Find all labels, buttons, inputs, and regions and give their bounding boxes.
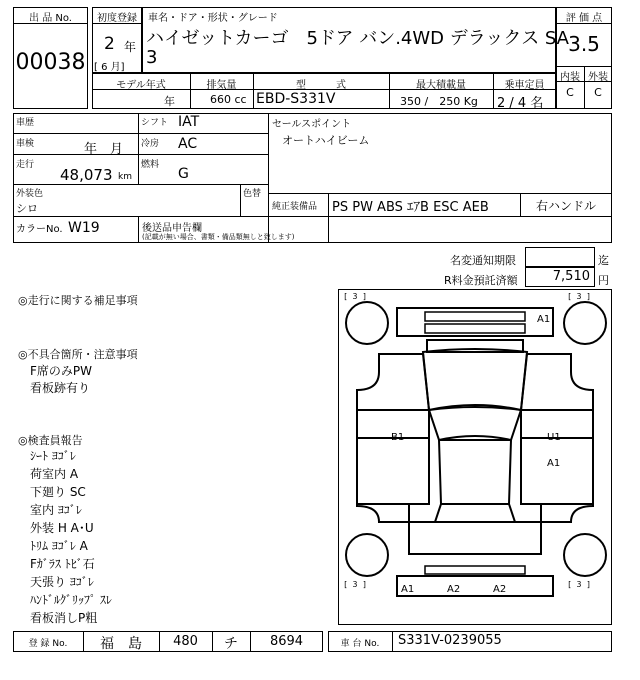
inspector-line: 天張り ﾖｺﾞﾚ bbox=[30, 575, 94, 589]
vehicle-name-line1: ハイゼットカーゴ 5ドア バン.4WD デラックス SA bbox=[146, 28, 570, 49]
registration-kana: チ bbox=[224, 636, 238, 652]
steering-value: 右ハンドル bbox=[535, 199, 596, 213]
type-label: 型 式 bbox=[296, 80, 346, 91]
tire-front-right-icon bbox=[564, 302, 606, 344]
vehicle-name-line2: 3 bbox=[146, 47, 158, 68]
corner-grade-front-left: [ 3 ] bbox=[343, 292, 368, 301]
capacity-label: 乗車定員 bbox=[504, 80, 545, 91]
registration-number: 8694 bbox=[269, 634, 304, 649]
damage-mark-front-bumper: A1 bbox=[537, 314, 551, 325]
registration-label: 登 録 No. bbox=[28, 639, 68, 649]
damage-mark-rear-2: A2 bbox=[447, 584, 461, 595]
interior-label: 内装 bbox=[560, 72, 580, 83]
notice-deadline-unit: 迄 bbox=[598, 254, 609, 267]
history-label: 車歴 bbox=[16, 118, 35, 128]
defect-line: 看板跡有り bbox=[30, 381, 91, 395]
color-change-label: 色替 bbox=[243, 189, 262, 199]
tire-rear-right-icon bbox=[564, 534, 606, 576]
inspector-line: ﾊﾝﾄﾞﾙｸﾞﾘｯﾌﾟ ｽﾚ bbox=[30, 593, 112, 607]
fuel-value: G bbox=[178, 166, 189, 182]
aircon-label: 冷房 bbox=[141, 139, 160, 149]
model-year-label: モデル年式 bbox=[116, 80, 166, 91]
shift-label: シフト bbox=[141, 118, 169, 128]
load-label: 最大積載量 bbox=[416, 80, 466, 91]
inspector-line: 荷室内 A bbox=[30, 467, 79, 481]
shift-value: IAT bbox=[178, 114, 200, 130]
recycle-fee-unit: 円 bbox=[598, 274, 609, 287]
registration-area: 福 島 bbox=[100, 636, 142, 652]
first-registration-year: 2 bbox=[104, 34, 115, 54]
recycle-fee-label: R料金預託済額 bbox=[444, 274, 518, 287]
model-year-unit: 年 bbox=[164, 95, 175, 108]
equipment-value: PS PW ABS ｴｱB ESC AEB bbox=[332, 200, 489, 215]
damage-mark-right-door-1: U1 bbox=[547, 432, 561, 443]
color-no-label: カラーNo. bbox=[16, 224, 63, 235]
sales-point-value: オートハイビーム bbox=[282, 134, 370, 147]
aftermarket-note: (記載が無い場合、書類・備品類無しと致します) bbox=[142, 233, 295, 241]
model-code: EBD-S331V bbox=[256, 91, 336, 107]
defect-line: F席のみPW bbox=[30, 364, 93, 378]
defect-notes-title: ◎不具合箇所・注意事項 bbox=[18, 348, 138, 361]
registration-class: 480 bbox=[173, 634, 198, 649]
mileage-value: 48,073 bbox=[60, 166, 113, 184]
inspector-line: 室内 ﾖｺﾞﾚ bbox=[30, 503, 82, 517]
sales-point-label: セールスポイント bbox=[272, 119, 352, 130]
exterior-color-label: 外装色 bbox=[16, 189, 44, 199]
capacity-value: 2 / 4 名 bbox=[497, 96, 544, 111]
corner-grade-rear-left: [ 3 ] bbox=[343, 580, 368, 589]
lot-number: 00038 bbox=[15, 50, 86, 75]
chassis-label: 車 台 No. bbox=[340, 639, 380, 649]
damage-mark-left-door: B1 bbox=[391, 432, 405, 443]
exterior-grade: C bbox=[594, 86, 602, 99]
driving-notes-title: ◎走行に関する補足事項 bbox=[18, 294, 138, 307]
damage-mark-rear-3: A2 bbox=[493, 584, 507, 595]
inspector-line: 外装 H A･U bbox=[30, 521, 94, 535]
vehicle-name-label: 車名・ドア・形状・グレード bbox=[148, 13, 278, 24]
mileage-unit: km bbox=[118, 172, 132, 182]
inspector-line: ﾄﾘﾑ ﾖｺﾞﾚ A bbox=[30, 539, 88, 553]
damage-diagram bbox=[338, 289, 612, 625]
tire-rear-left-icon bbox=[346, 534, 388, 576]
inspector-line: 下廻り SC bbox=[30, 485, 86, 499]
load-value: 350 / 250 Kg bbox=[400, 95, 478, 108]
car-outline-drawing bbox=[339, 290, 611, 624]
first-registration-month: [ 6 月] bbox=[94, 62, 125, 73]
displacement-value: 660 cc bbox=[210, 93, 247, 106]
color-no-value: W19 bbox=[68, 220, 100, 236]
exterior-color-value: シロ bbox=[16, 202, 38, 215]
notice-deadline-field bbox=[525, 247, 595, 267]
interior-grade: C bbox=[566, 86, 574, 99]
inspection-label: 車検 bbox=[16, 139, 35, 149]
exterior-label: 外装 bbox=[588, 72, 608, 83]
tire-front-left-icon bbox=[346, 302, 388, 344]
inspector-line: Fｶﾞﾗｽ ﾄﾋﾞ石 bbox=[30, 557, 95, 571]
damage-mark-rear-1: A1 bbox=[401, 584, 415, 595]
notice-deadline-label: 名変通知期限 bbox=[450, 254, 516, 267]
corner-grade-front-right: [ 3 ] bbox=[567, 292, 592, 301]
first-registration-year-unit: 年 bbox=[124, 40, 137, 54]
fuel-label: 燃料 bbox=[141, 160, 160, 170]
aircon-value: AC bbox=[178, 136, 198, 152]
equipment-label: 純正装備品 bbox=[272, 202, 318, 212]
inspector-line: 看板消しP粗 bbox=[30, 611, 98, 625]
displacement-label: 排気量 bbox=[206, 80, 237, 91]
inspector-line: ｼｰﾄ ﾖｺﾞﾚ bbox=[30, 449, 76, 463]
inspection-value: 年 月 bbox=[84, 142, 124, 157]
corner-grade-rear-right: [ 3 ] bbox=[567, 580, 592, 589]
score-label: 評 価 点 bbox=[565, 13, 603, 24]
mileage-label: 走行 bbox=[16, 160, 35, 170]
inspector-report-title: ◎検査員報告 bbox=[18, 434, 83, 447]
rear-bumper-icon bbox=[397, 576, 553, 596]
damage-mark-right-door-2: A1 bbox=[547, 458, 561, 469]
chassis-number: S331V-0239055 bbox=[398, 633, 502, 648]
first-registration-label: 初度登録 bbox=[97, 13, 137, 24]
recycle-fee-amount: 7,510 bbox=[552, 269, 590, 284]
aftermarket-label: 後送品申告欄 bbox=[142, 223, 202, 234]
lot-label: 出 品 No. bbox=[29, 13, 72, 24]
score-value: 3.5 bbox=[568, 32, 600, 56]
